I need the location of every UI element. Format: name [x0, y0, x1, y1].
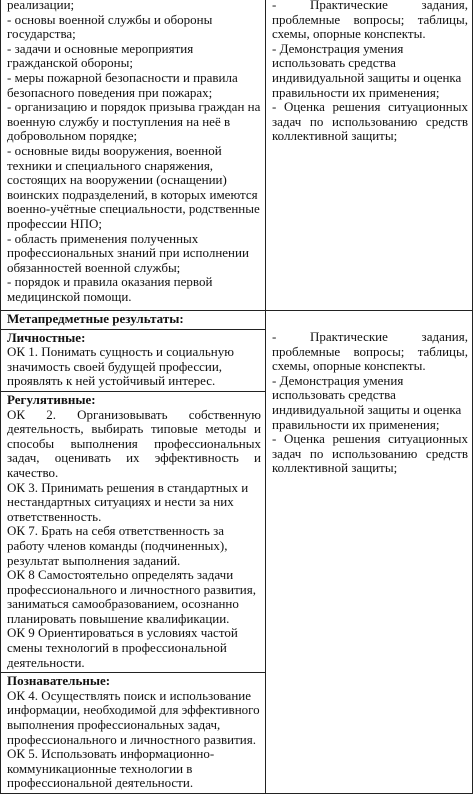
assessment-cell	[266, 0, 473, 311]
list-item: ОК 4. Осуществлять поиск и использование информации, необходимой для эффективного выполнения профессиональных задач, профессионального и личностного развития.	[7, 687, 260, 747]
section-heading: Регулятивные:	[7, 391, 96, 407]
assessment-item: правильности их применения;	[272, 416, 440, 432]
list-item: - область применения полученных профессиональных знаний при исполнении обязанностей военной службы;	[7, 230, 249, 275]
list-item: ОК 7. Брать на себя ответственность за работу членов команды (подчиненных), результат выполнения заданий.	[7, 523, 228, 568]
section-heading: Метапредметные результаты:	[7, 311, 184, 326]
list-item: ОК 1. Понимать сущность и социальную значимость своей будущей профессии, проявлять к ней устойчивый интерес.	[7, 344, 234, 389]
meta-assessment-cell	[266, 329, 473, 793]
assessment-item: - Демонстрация умения использовать средства индивидуальной защиты и оценка	[272, 372, 462, 418]
personal-cell	[1, 329, 266, 391]
meta-heading-row	[1, 311, 473, 330]
list-item: ОК 5. Использовать информационно-коммуникационные технологии в профессиональной деятельности.	[7, 746, 215, 791]
personal-row	[1, 329, 473, 391]
list-item: ОК 3. Принимать решения в стандартных и нестандартных ситуациях и нести за них ответственность.	[7, 479, 249, 524]
list-item: реализации;	[7, 0, 75, 12]
cognitive-cell	[1, 673, 266, 794]
list-item: - задачи и основные мероприятия гражданской обороны;	[7, 40, 194, 71]
knowledge-row	[1, 0, 473, 311]
meta-heading-cell	[1, 311, 266, 330]
meta-heading-right-cell	[266, 311, 473, 330]
assessment-item: - Оценка решения ситуационных задач по использованию средств коллективной защиты;	[272, 431, 468, 476]
list-item: ОК 2. Организовывать собственную деятельность, выбирать типовые методы и способы выполнения профессиональных задач, оценивать их эффективность и качество.	[7, 406, 261, 480]
assessment-item: - Демонстрация умения использовать средства индивидуальной защиты и оценка	[272, 40, 462, 85]
list-item: - порядок и правила оказания первой медицинской помощи.	[7, 274, 213, 304]
regulatory-cell	[1, 391, 266, 672]
assessment-item: - Практические задания, проблемные вопросы; таблицы, схемы, опорные конспекты.	[272, 0, 468, 42]
list-item: ОК 9 Ориентироваться в условиях частой смены технологий в профессиональной деятельности.	[7, 625, 238, 670]
list-item: - основы военной службы и обороны государства;	[7, 11, 213, 42]
assessment-item: - Практические задания, проблемные вопросы; таблицы, схемы, опорные конспекты.	[272, 329, 468, 374]
list-item: - организацию и порядок призыва граждан на военную службу и поступления на неё в добровольном порядке;	[7, 99, 261, 144]
list-item: - основные виды вооружения, военной техники и специального снаряжения, состоящих на вооружении (оснащении) воинских подразделений, в которых имеются военно-учётные специальности, родственные профессии НПО;	[7, 142, 260, 231]
assessment-item: - Оценка решения ситуационных задач по использованию средств коллективной защиты;	[272, 99, 468, 144]
section-heading: Познавательные:	[7, 673, 111, 689]
list-item: ОК 8 Самостоятельно определять задачи профессионального и личностного развития, заниматься самообразованием, осознанно планировать повышение квалификации.	[7, 567, 256, 626]
list-item: - меры пожарной безопасности и правила безопасного поведения при пожарах;	[7, 69, 238, 100]
section-heading: Личностные:	[7, 329, 86, 345]
assessment-item: правильности их применения;	[272, 84, 440, 100]
knowledge-cell	[1, 0, 266, 311]
